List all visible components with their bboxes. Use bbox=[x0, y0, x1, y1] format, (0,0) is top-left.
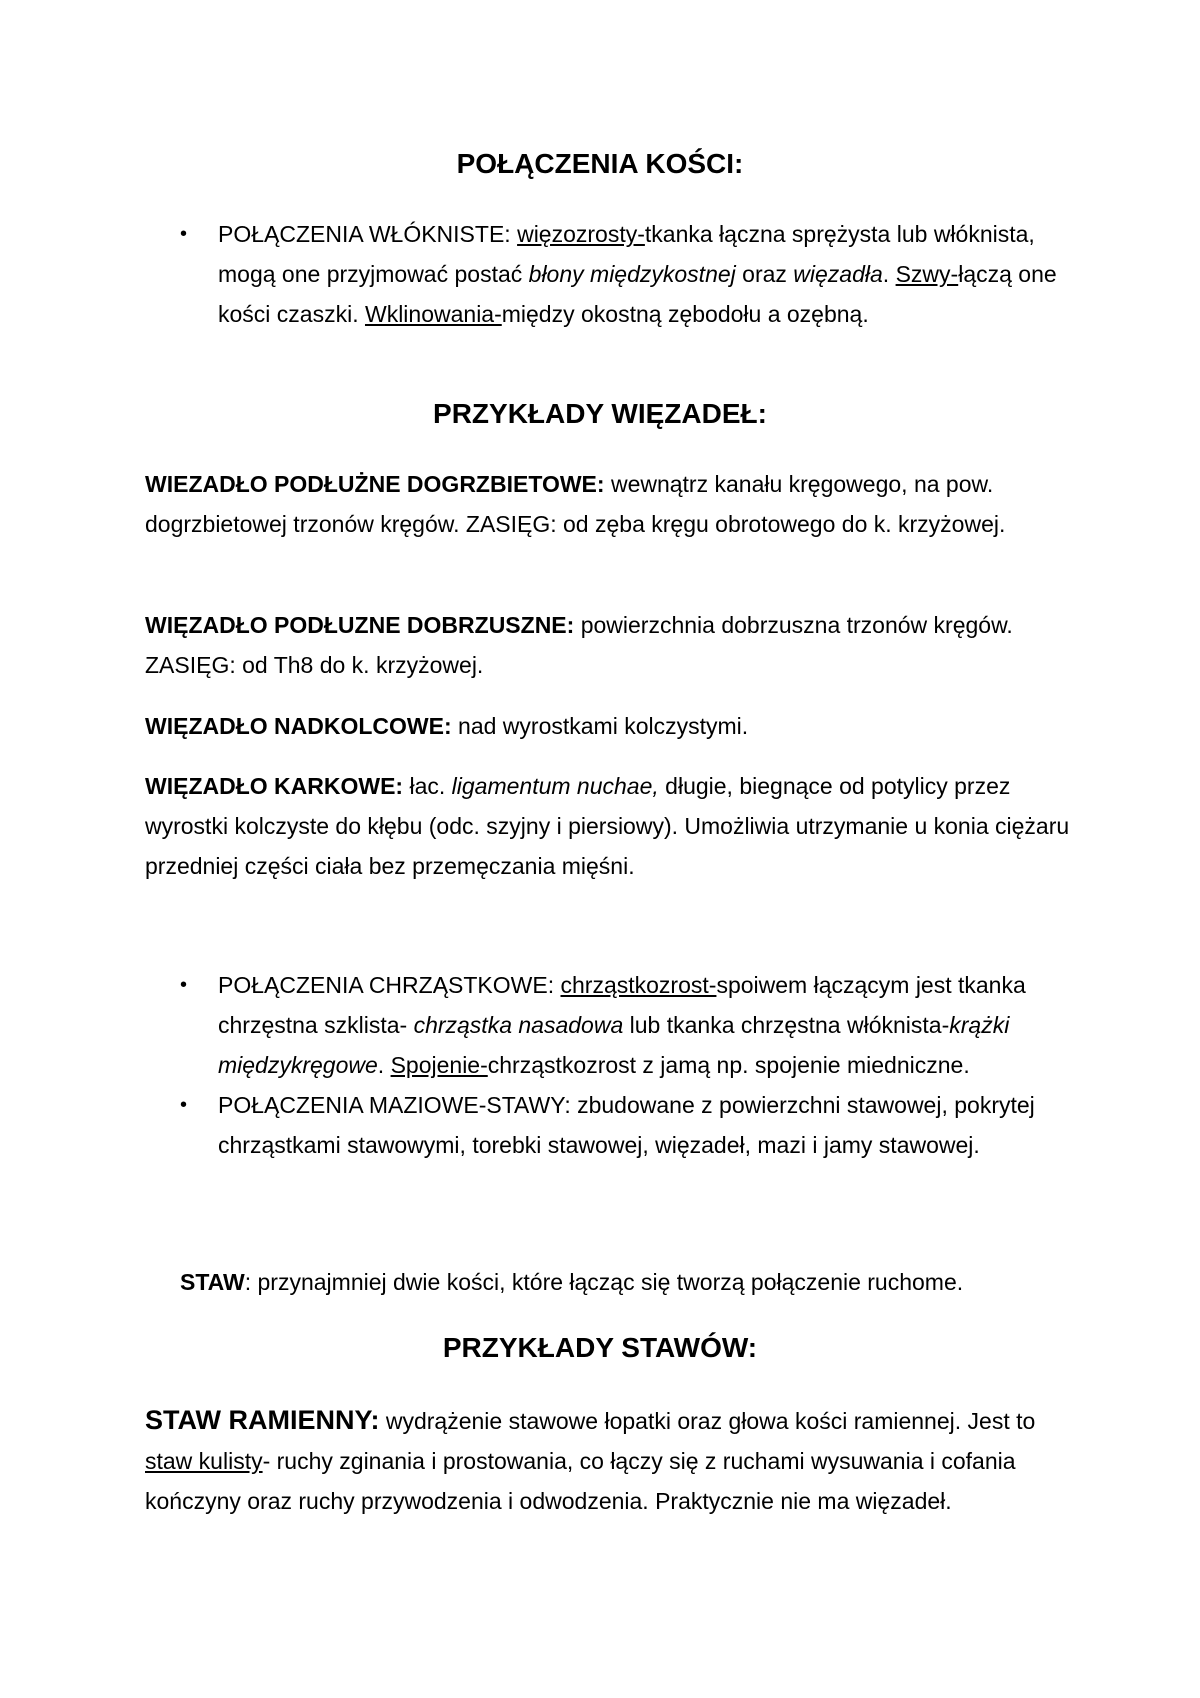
joint-text: - ruchy zginania i prostowania, co łączy się z ruchami wysuwania i cofania kończyny oraz ruchy przywodzenia i odwodzenia. Praktycznie nie ma więzadeł. bbox=[145, 1448, 1016, 1514]
italic-term: błony międzykostnej bbox=[528, 261, 736, 287]
item-text: chrząstkozrost z jamą np. spojenie miedniczne. bbox=[487, 1052, 970, 1078]
paragraph-ligament-nuchal bbox=[145, 766, 1085, 886]
paragraph-ligament-supraspinous bbox=[145, 706, 1085, 746]
joint-text: wydrążenie stawowe łopatki oraz głowa kości ramiennej. Jest to bbox=[379, 1408, 1036, 1434]
bullet-dot: • bbox=[180, 974, 188, 996]
paragraph-ligament-dorsal bbox=[145, 464, 1085, 544]
ligament-text: wewnątrz kanału kręgowego, na pow. dogrzbietowej trzonów kręgów. ZASIĘG: od zęba kręgu obrotowego do k. krzyżowej. bbox=[145, 471, 1006, 537]
italic-term: chrząstka nasadowa bbox=[413, 1012, 624, 1038]
item-text: . bbox=[377, 1052, 391, 1078]
bullet-list-fibrous bbox=[180, 214, 1080, 334]
italic-term: więzadła bbox=[793, 261, 883, 287]
term-wklinowania: Wklinowania- bbox=[364, 301, 502, 327]
item-text: . bbox=[882, 261, 896, 287]
term-wiezozrosty: więzozrosty- bbox=[517, 221, 645, 247]
list-item bbox=[180, 214, 1080, 334]
list-item bbox=[180, 965, 1080, 1085]
section-heading-ligaments: PRZYKŁADY WIĘZADEŁ: bbox=[433, 398, 767, 429]
term-szwy: Szwy- bbox=[895, 261, 959, 287]
item-text: łączą one kości czaszki. bbox=[218, 261, 1057, 327]
item-prefix: POŁĄCZENIA WŁÓKNISTE: bbox=[218, 221, 518, 247]
ligament-label: WIĘZADŁO NADKOLCOWE: bbox=[145, 713, 452, 739]
italic-term: krążki międzykręgowe bbox=[218, 1012, 1010, 1078]
staw-text: : przynajmniej dwie kości, które łącząc się tworzą połączenie ruchome. bbox=[244, 1269, 964, 1295]
bullet-dot: • bbox=[180, 1094, 188, 1116]
ligament-text: długie, biegnące od potylicy przez wyrostki kolczyste do kłębu (odc. szyjny i piersiowy). Umożliwia utrzymanie u konia ciężaru przedniej części ciała bez przemęczania mięśni. bbox=[145, 773, 1070, 879]
item-text: POŁĄCZENIA MAZIOWE-STAWY: zbudowane z powierzchni stawowej, pokrytej chrząstkami stawowymi, torebki stawowej, więzadeł, mazi i jamy stawowej. bbox=[218, 1092, 1035, 1158]
staw-label: STAW bbox=[180, 1269, 245, 1295]
bullet-list-joints bbox=[180, 965, 1080, 1165]
ligament-text: nad wyrostkami kolczystymi. bbox=[451, 713, 749, 739]
paragraph-staw-definition bbox=[180, 1262, 1120, 1302]
list-item bbox=[180, 1085, 1080, 1165]
italic-term: ligamentum nuchae, bbox=[451, 773, 659, 799]
paragraph-ligament-ventral bbox=[145, 605, 1085, 685]
ligament-text: powierzchnia dobrzuszna trzonów kręgów. ZASIĘG: od Th8 do k. krzyżowej. bbox=[145, 612, 1013, 678]
item-text: między okostną zębodołu a ozębną. bbox=[501, 301, 869, 327]
item-prefix: POŁĄCZENIA CHRZĄSTKOWE: bbox=[218, 972, 561, 998]
section-heading-joints: PRZYKŁADY STAWÓW: bbox=[442, 1332, 758, 1363]
item-text: lub tkanka chrzęstna włóknista- bbox=[623, 1012, 950, 1038]
term-chrzastkozrost: chrząstkozrost- bbox=[560, 972, 717, 998]
ligament-label: WIĘZADŁO KARKOWE: bbox=[145, 773, 404, 799]
term-staw-kulisty: staw kulisty bbox=[145, 1448, 263, 1474]
item-text: oraz bbox=[735, 261, 794, 287]
item-text: tkanka łączna sprężysta lub włóknista, mogą one przyjmować postać bbox=[218, 221, 1035, 287]
ligament-label: WIĘZADŁO PODŁUZNE DOBRZUSZNE: bbox=[145, 612, 575, 638]
ligament-text: łac. bbox=[403, 773, 452, 799]
bullet-dot: • bbox=[180, 223, 188, 245]
joint-label: STAW RAMIENNY: bbox=[145, 1405, 380, 1435]
term-spojenie: Spojenie- bbox=[390, 1052, 488, 1078]
page-title: POŁĄCZENIA KOŚCI: bbox=[456, 148, 744, 179]
ligament-label: WIEZADŁO PODŁUŻNE DOGRZBIETOWE: bbox=[145, 471, 605, 497]
paragraph-shoulder-joint bbox=[145, 1400, 1085, 1521]
item-text: spoiwem łączącym jest tkanka chrzęstna szklista- bbox=[218, 972, 1026, 1038]
